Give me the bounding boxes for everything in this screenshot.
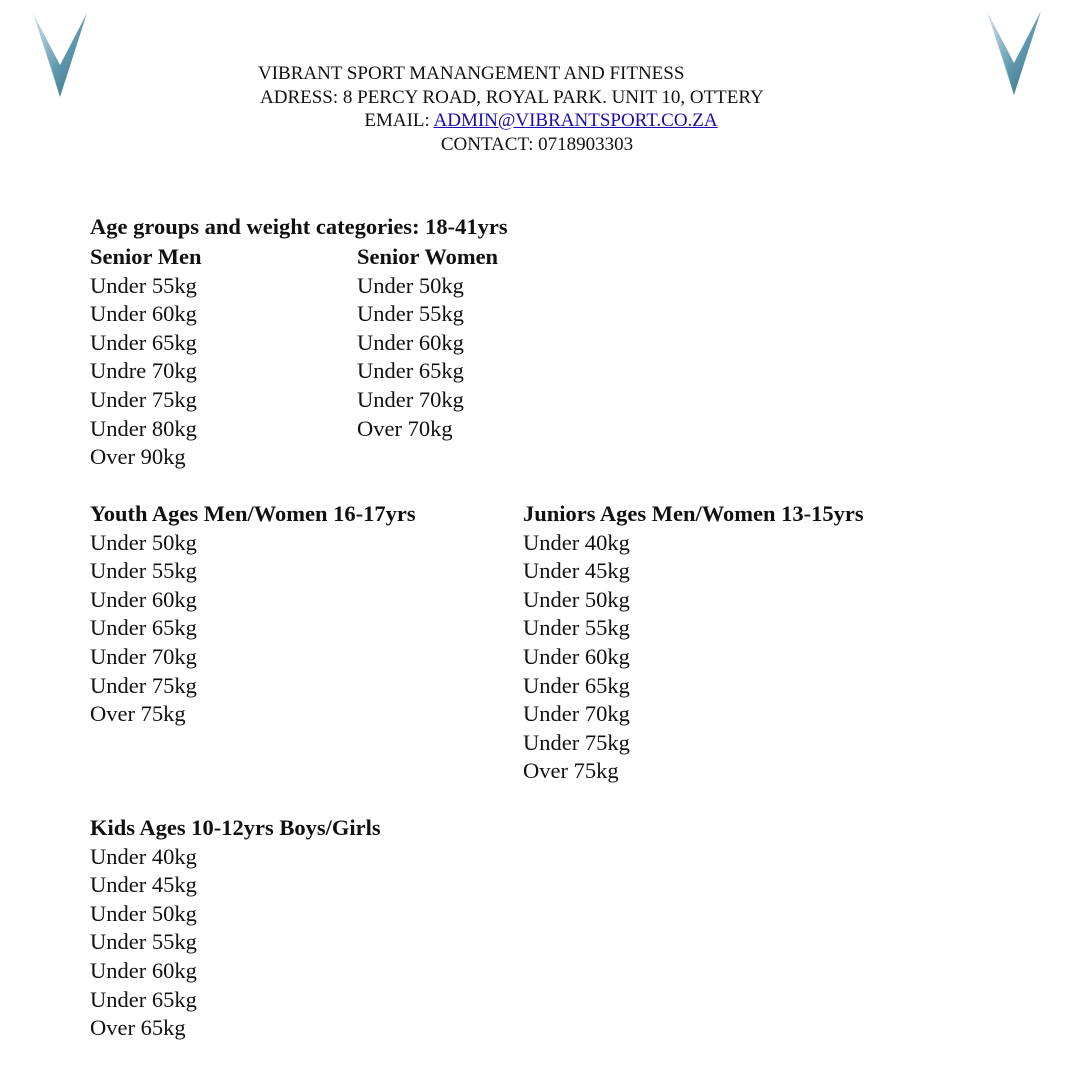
weight-category-item: Under 65kg — [90, 986, 197, 1012]
weight-category-item: Under 55kg — [523, 615, 630, 641]
section-heading: Youth Ages Men/Women 16-17yrs — [90, 501, 416, 526]
weight-category-item: Under 70kg — [357, 386, 464, 412]
weight-category-item: Under 70kg — [523, 701, 630, 727]
company-name: VIBRANT SPORT MANANGEMENT AND FITNESS — [258, 63, 685, 84]
weight-category-item: Under 60kg — [90, 957, 197, 983]
section-heading: Senior Women — [357, 244, 499, 269]
senior-women-section — [357, 243, 498, 443]
weight-category-item: Under 65kg — [90, 329, 197, 355]
section-heading: Kids Ages 10-12yrs Boys/Girls — [90, 815, 381, 840]
weight-category-item: Under 40kg — [90, 843, 197, 869]
youth-section — [90, 500, 416, 729]
email-label: EMAIL: — [364, 110, 434, 131]
weight-category-item: Under 40kg — [523, 529, 630, 555]
contact-number: CONTACT: 0718903303 — [440, 133, 634, 155]
weight-category-item: Under 65kg — [523, 672, 630, 698]
weight-category-item: Under 75kg — [90, 386, 197, 412]
weight-category-item: Under 60kg — [523, 643, 630, 669]
weight-category-item: Over 75kg — [90, 701, 186, 727]
section-heading: Juniors Ages Men/Women 13-15yrs — [523, 501, 864, 526]
weight-category-item: Under 45kg — [523, 558, 630, 584]
juniors-section — [523, 500, 864, 786]
weight-category-item: Under 55kg — [90, 558, 197, 584]
email-link[interactable]: ADMIN@VIBRANTSPORT.CO.ZA — [433, 110, 718, 131]
weight-category-item: Under 75kg — [90, 672, 197, 698]
weight-category-item: Undre 70kg — [90, 358, 197, 384]
weight-category-item: Under 50kg — [90, 529, 197, 555]
weight-category-item: Under 55kg — [90, 929, 197, 955]
weight-category-item: Under 50kg — [357, 272, 464, 298]
weight-category-item: Over 75kg — [523, 758, 619, 784]
weight-category-item: Under 50kg — [90, 900, 197, 926]
weight-category-item: Under 65kg — [357, 358, 464, 384]
company-address: ADRESS: 8 PERCY ROAD, ROYAL PARK. UNIT 10, OTTERY — [260, 86, 764, 108]
doc-title: Age groups and weight categories: 18-41yrs — [90, 214, 508, 239]
section-heading: Senior Men — [90, 244, 202, 269]
weight-category-item: Over 90kg — [90, 444, 186, 470]
weight-category-item: Under 70kg — [90, 643, 197, 669]
kids-section — [90, 814, 381, 1043]
weight-category-item: Under 50kg — [523, 586, 630, 612]
weight-category-item: Under 55kg — [90, 272, 197, 298]
senior-men-section — [90, 243, 201, 472]
weight-category-item: Under 75kg — [523, 729, 630, 755]
weight-category-item: Under 65kg — [90, 615, 197, 641]
weight-category-item: Under 60kg — [90, 301, 197, 327]
email-line — [0, 109, 1084, 133]
weight-category-item: Under 80kg — [90, 415, 197, 441]
weight-category-item: Under 60kg — [357, 329, 464, 355]
letterhead — [0, 62, 1086, 156]
weight-category-item: Over 65kg — [90, 1015, 186, 1041]
weight-category-item: Over 70kg — [357, 415, 453, 441]
weight-category-item: Under 45kg — [90, 872, 197, 898]
weight-category-item: Under 55kg — [357, 301, 464, 327]
weight-category-item: Under 60kg — [90, 586, 197, 612]
